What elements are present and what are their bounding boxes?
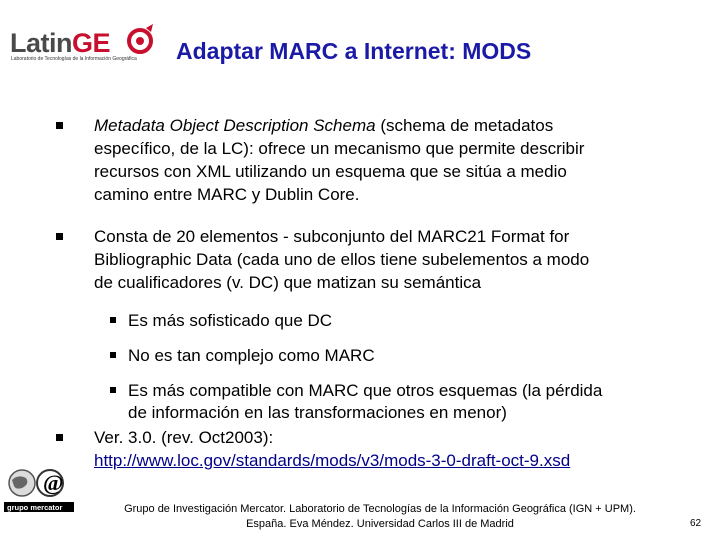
mercator-logo <box>4 468 74 514</box>
sub-bullet-2: No es tan complejo como MARC <box>128 346 375 365</box>
logo-tagline: Laboratorio de Tecnologías de la Información Geográfica <box>11 56 137 62</box>
bullet-marker <box>56 122 63 129</box>
bullet-1-line-1-rest: (schema de metadatos <box>375 116 554 135</box>
sub-bullet-marker <box>110 317 116 323</box>
schema-name: Metadata Object Description Schema <box>94 116 376 135</box>
footer <box>80 502 680 532</box>
bullet-2-line-3: de cualificadores (v. DC) que matizan su semántica <box>94 273 482 292</box>
slide-title: Adaptar MARC a Internet: MODS <box>176 38 532 64</box>
logo-word-geo: GE <box>72 28 111 58</box>
version-text: Ver. 3.0. (rev. Oct2003): <box>94 428 274 447</box>
bullet-marker <box>56 434 63 441</box>
bullet-1-line-4: camino entre MARC y Dublin Core. <box>94 185 360 204</box>
bullet-2-line-2: Bibliographic Data (cada uno de ellos tiene subelementos a modo <box>94 250 590 269</box>
sub-bullet-1: Es más sofisticado que DC <box>128 311 333 330</box>
sub-bullet-3-line-1: Es más compatible con MARC que otros esquemas (la pérdida <box>128 381 603 400</box>
bullet-1-line-1 <box>94 115 553 137</box>
bullet-1-line-2: específico, de la LC): ofrece un mecanismo que permite describir <box>94 139 585 158</box>
globe-icon <box>126 24 156 58</box>
footer-line-1: Grupo de Investigación Mercator. Laboratorio de Tecnologías de la Información Geográfica (IGN + UPM). <box>124 503 636 515</box>
page-number: 62 <box>690 518 702 529</box>
logo-wordmark <box>10 28 110 59</box>
sub-bullet-marker <box>110 387 116 393</box>
mods-schema-link[interactable]: http://www.loc.gov/standards/mods/v3/mods-3-0-draft-oct-9.xsd <box>94 451 571 470</box>
sub-bullet-marker <box>110 352 116 358</box>
bullet-marker <box>56 233 63 240</box>
footer-line-2: España. Eva Méndez. Universidad Carlos III de Madrid <box>246 518 514 530</box>
latingeo-logo <box>8 24 158 70</box>
bullet-2-line-1: Consta de 20 elementos - subconjunto del MARC21 Format for <box>94 227 570 246</box>
bullet-1-line-3: recursos con XML utilizando un esquema que se sitúa a medio <box>94 162 567 181</box>
logo-word-latin: Latin <box>10 28 72 58</box>
mercator-logo-label: grupo mercator <box>7 503 63 512</box>
sub-bullet-3-line-2: de información en las transformaciones en menor) <box>128 403 507 422</box>
svg-text:@: @ <box>43 470 64 495</box>
